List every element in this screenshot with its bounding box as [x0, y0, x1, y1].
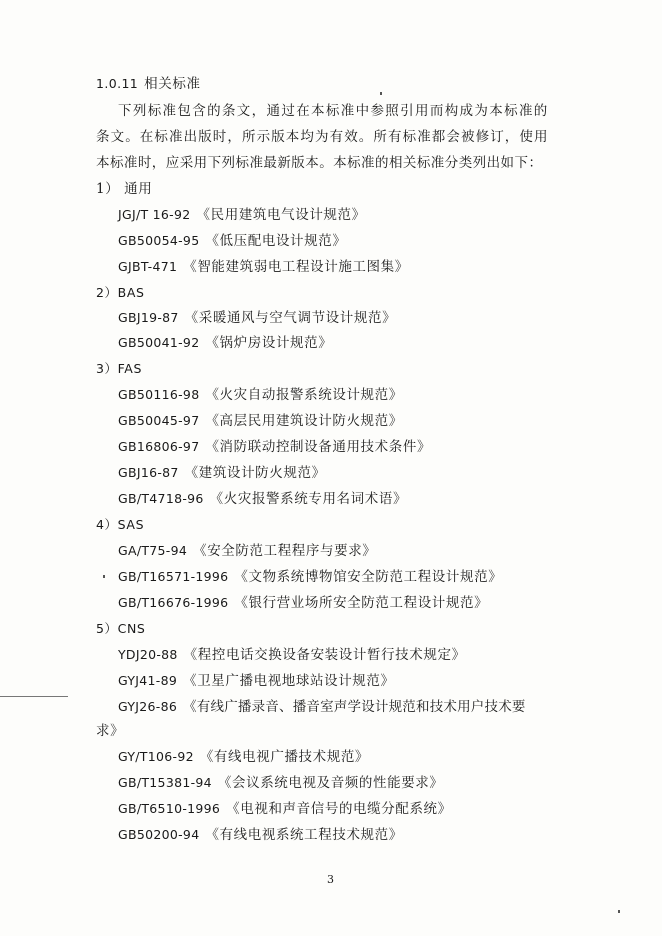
standard-title: 《智能建筑弱电工程设计施工图集》: [183, 259, 409, 275]
standard-title: 《安全防范工程程序与要求》: [193, 543, 377, 559]
standard-code: GBJ16-87: [118, 465, 179, 480]
standard-item: [118, 412, 403, 430]
page-number: 3: [327, 873, 334, 886]
intro-line: 下列标准包含的条文，通过在本标准中参照引用而构成为本标准的: [118, 103, 549, 119]
standard-item: [118, 594, 488, 612]
standard-code: GB50200-94: [118, 827, 200, 842]
standard-item: [118, 646, 466, 664]
standard-code: GB16806-97: [118, 439, 200, 454]
group-heading: 4）SAS: [96, 517, 145, 532]
standard-code: GB50054-95: [118, 233, 200, 248]
standard-title: 《民用建筑电气设计规范》: [196, 207, 366, 223]
standard-title: 《有线广播录音、播音室声学设计规范和技术用户技术要: [183, 699, 526, 715]
standard-title: 《卫星广播电视地球站设计规范》: [183, 673, 395, 689]
standard-code: GB50116-98: [118, 387, 200, 402]
standard-code: GYJ41-89: [118, 673, 178, 688]
standard-item: [118, 438, 431, 456]
standard-item: [118, 206, 366, 224]
standard-title-continuation: 求》: [96, 723, 125, 739]
standard-title: 《建筑设计防火规范》: [184, 465, 326, 481]
standard-item: [118, 826, 403, 844]
standard-title: 《文物系统博物馆安全防范工程设计规范》: [234, 569, 503, 585]
standard-item: [118, 309, 396, 327]
standard-item: [118, 464, 326, 482]
standard-code: GB50041-92: [118, 335, 200, 350]
standard-title: 《低压配电设计规范》: [205, 233, 347, 249]
group-heading: 5）CNS: [96, 621, 146, 636]
section-number: 1.0.11: [96, 76, 139, 91]
standard-code: GB50045-97: [118, 413, 200, 428]
standard-item: [118, 672, 395, 690]
scan-artifact-dot: [103, 575, 105, 578]
scan-artifact-line: [0, 696, 68, 697]
standard-title: 《消防联动控制设备通用技术条件》: [205, 439, 432, 455]
standard-item: [118, 386, 403, 404]
scan-artifact-dot: [380, 92, 382, 95]
standard-code: GB/T16571-1996: [118, 569, 229, 584]
standard-title: 《高层民用建筑设计防火规范》: [205, 413, 403, 429]
standard-code: GA/T75-94: [118, 543, 188, 558]
standard-title: 《锅炉房设计规范》: [205, 335, 333, 351]
standard-item: [118, 698, 526, 716]
standard-title: 《程控电话交换设备安装设计暂行技术规定》: [183, 647, 466, 663]
standard-item: [118, 334, 332, 352]
standard-item: [118, 774, 444, 792]
group-heading: 2）BAS: [96, 285, 145, 300]
standard-title: 《有线电视广播技术规范》: [199, 749, 370, 765]
standard-title: 《火灾报警系统专用名词术语》: [209, 491, 408, 507]
group-heading: 1） 通用: [96, 181, 153, 197]
intro-line: 本标准时，应采用下列标准最新版本。本标准的相关标准分类列出如下：: [96, 155, 543, 171]
standard-item: [118, 232, 346, 250]
standard-item: [118, 490, 407, 508]
standard-item: [118, 258, 409, 276]
standard-title: 《采暖通风与空气调节设计规范》: [184, 310, 397, 326]
standard-item: [118, 542, 376, 560]
standard-title: 《电视和声音信号的电缆分配系统》: [226, 801, 452, 817]
standard-code: GB/T4718-96: [118, 491, 204, 506]
standard-title: 《会议系统电视及音频的性能要求》: [217, 775, 444, 791]
group-heading: 3）FAS: [96, 361, 142, 376]
section-title: 相关标准: [144, 76, 201, 92]
standard-code: GB/T6510-1996: [118, 801, 221, 816]
scan-artifact-dot: [618, 910, 620, 913]
standard-code: JGJ/T 16-92: [118, 207, 191, 222]
standard-code: GJBT-471: [118, 259, 178, 274]
standard-title: 《有线电视系统工程技术规范》: [205, 827, 403, 843]
section-heading: [96, 75, 201, 93]
intro-line: 条文。在标准出版时，所示版本均为有效。所有标准都会被修订，使用: [96, 129, 549, 145]
standard-code: GBJ19-87: [118, 310, 179, 325]
standard-code: GY/T106-92: [118, 749, 194, 764]
standard-title: 《火灾自动报警系统设计规范》: [205, 387, 403, 403]
standard-code: GB/T15381-94: [118, 775, 212, 790]
standard-title: 《银行营业场所安全防范工程设计规范》: [234, 595, 489, 611]
standard-item: [118, 748, 369, 766]
standard-code: GYJ26-86: [118, 699, 178, 714]
standard-item: [118, 800, 452, 818]
standard-item: [118, 568, 502, 586]
standard-code: YDJ20-88: [118, 647, 178, 662]
standard-code: GB/T16676-1996: [118, 595, 229, 610]
